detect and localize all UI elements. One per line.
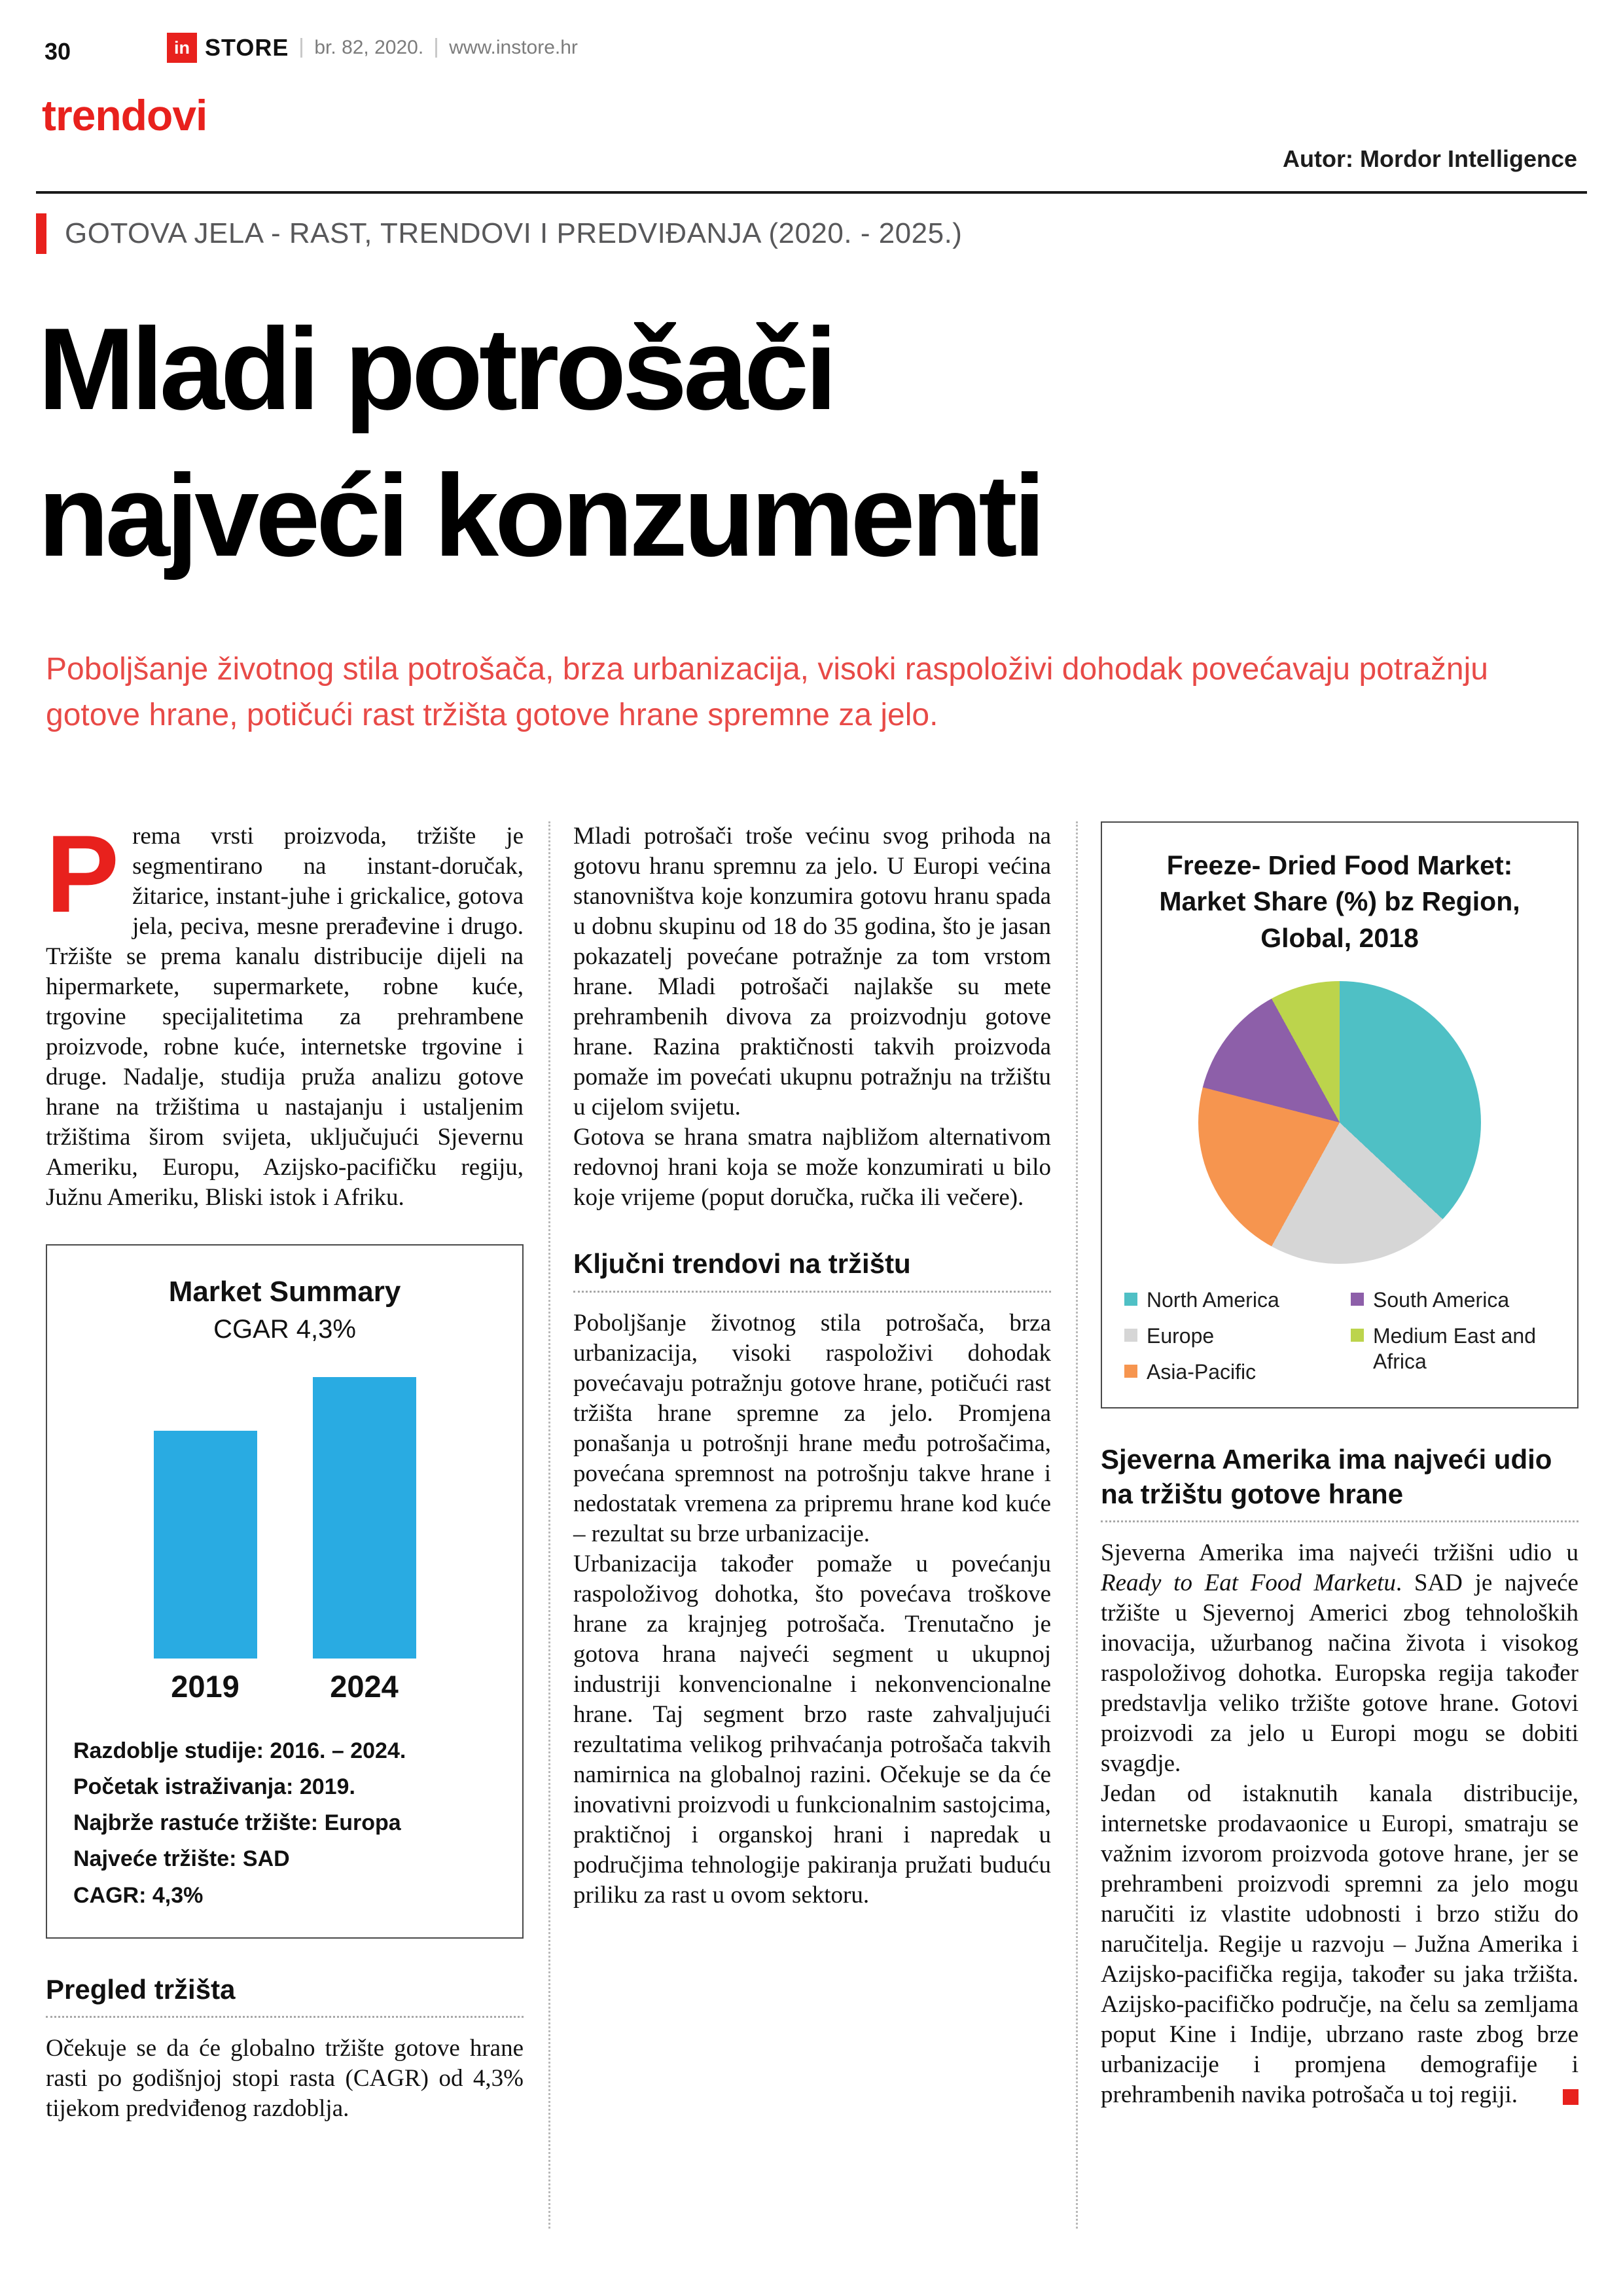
legend-swatch-south-america [1351,1293,1364,1306]
bar-2024 [313,1377,416,1659]
study-fact: Razdoblje studije: 2016. – 2024. [73,1738,406,1764]
paragraph-text: Sjeverna Amerika ima najveći tržišni udio u [1101,1539,1578,1567]
kicker-accent-bar [36,213,46,254]
issue-number: br. 82, 2020. [314,37,424,58]
legend-label: Medium East and Africa [1373,1324,1537,1374]
divider [300,38,302,58]
masthead [167,33,578,63]
study-fact: CAGR: 4,3% [73,1882,204,1908]
market-summary-box [46,1244,524,1939]
legend-label: Asia-Pacific [1147,1360,1257,1384]
paragraph-text: Jedan od istaknutih kanala distribucije, internetske prodavaonice u Europi, smatraju se važnim izvorom proizvoda gotove hrane, jer se prehrambeni proizvodi spremni za jelo mogu naručiti iz vlastite udobnosti i brzo stižu do naručitelja. Regije u razvoju – Južna Amerika i Azijsko-pacifička regija, također su jaka tržišta. Azijsko-pacifičko područje, na čelu sa zemljama poput Kine i Indije, ubrzano raste zbog brze urbanizacije i promjena demografije i prehrambenih navika potrošača u toj regiji. [1101,1780,1578,2109]
subhead-market-review: Pregled tržišta [46,1973,524,2018]
kicker-text: GOTOVA JELA - RAST, TRENDOVI I PREDVIĐANJA (2020. - 2025.) [65,217,963,249]
column-middle [573,821,1051,1910]
body-paragraph: Poboljšanje životnog stila potrošača, brza urbanizacija, visoki raspoloživi dohodak povećavaju potražnju gotove hrane, potičući rast tržišta hrane spremne za jelo. Promjena ponašanja u potrošnji hrane među potrošačima, povećana spremnost na potrošnju takve hrane i nedostatak vremena za pripremu hrane kod kuće – rezultat su brze urbanizacije. [573,1309,1051,1547]
website-url: www.instore.hr [449,37,578,58]
body-paragraph [46,812,524,1213]
study-facts [73,1733,496,1913]
article-lead: Poboljšanje životnog stila potrošača, brza urbanizacija, visoki raspoloživi dohodak povećavaju potražnju gotove hrane, potičući rast tržišta gotove hrane spremne za jelo. [46,652,1488,732]
legend-item-south-america [1351,1287,1555,1313]
pie-chart [1198,981,1481,1264]
headline-line-1: Mladi potrošači [38,304,834,434]
bar-chart-title: Market Summary [168,1276,401,1308]
legend-swatch-europe [1124,1329,1137,1342]
pie-chart-title: Freeze- Dried Food Market: Market Share (%) bz Region, Global, 2018 [1159,850,1520,953]
page-number: 30 [45,38,71,65]
column-separator [548,821,550,2229]
study-fact: Početak istraživanja: 2019. [73,1774,355,1800]
legend-label: Europe [1147,1324,1215,1348]
legend-swatch-north-america [1124,1293,1137,1306]
divider [435,38,437,58]
column-right [1101,821,1578,2110]
legend-label: South America [1373,1288,1510,1312]
end-mark [1563,2089,1578,2105]
section-title: trendovi [42,91,207,139]
legend-item-north-america [1124,1287,1329,1313]
subhead-key-trends: Ključni trendovi na tržištu [573,1247,1051,1293]
body-paragraph: Očekuje se da će globalno tržište gotove hrane rasti po godišnjoj stopi rasta (CAGR) od 4,3% tijekom predviđenog razdoblja. [46,2035,524,2123]
legend-item-medium-east-africa [1351,1323,1555,1374]
drop-cap: P [46,812,120,935]
body-paragraph [1101,1779,1578,2110]
italic-market-name: Ready to Eat Food Marketu [1101,1570,1396,1597]
header-rule [36,191,1587,194]
bar-chart-subtitle: CGAR 4,3% [213,1315,356,1344]
legend-swatch-asia-pacific [1124,1365,1137,1378]
pie-legend [1120,1287,1559,1385]
legend-item-europe [1124,1323,1329,1349]
bar-label-2019: 2019 [171,1669,240,1704]
legend-swatch-medium-east-africa [1351,1329,1364,1342]
paragraph-text: rema vrsti proizvoda, tržište je segmentirano na instant-doručak, žitarice, instant-juhe i grickalice, gotova jela, peciva, mesne prerađevine i drugo. Tržište se prema kanalu distribucije dijeli na hipermarkete, supermarkete, robne kuće, trgovine specijalitetima za prehrambene proizvode, robne kuće, internetske trgovine i druge. Nadalje, studija pruža analizu gotove hrane na tržištima u nastajanju i ustaljenim tržištima širom svijeta, uključujući Sjevernu Ameriku, Europu, Azijsko-pacifičku regiju, Južnu Ameriku, Bliski istok i Afriku. [46,823,524,1211]
body-paragraph [1101,1538,1578,1779]
legend-item-asia-pacific [1124,1359,1329,1385]
body-paragraph: Gotova se hrana smatra najbližom alternativom redovnoj hrani koja se može konzumirati u bilo koje vrijeme (poput doručka, ručka ili večere). [573,1124,1051,1211]
legend-column [1351,1287,1555,1385]
body-paragraph: Mladi potrošači troše većinu svog prihoda na gotovu hranu spremnu za jelo. U Europi većina stanovništva koje konzumira gotovu hranu spada u dobnu skupinu od 18 do 35 godina, što je jasan pokazatelj povećane potražnje za tom vrstom hrane. Mladi potrošači najlakše su mete prehrambenih divova za proizvodnju gotove hrane. Razina praktičnosti takvih proizvoda pomaže im povećati ukupnu potražnju na tržištu u cijelom svijetu. [573,823,1051,1121]
article-headline [38,296,1042,590]
column-left [46,812,524,2124]
author-credit: Autor: Mordor Intelligence [1283,145,1577,172]
study-fact: Najbrže rastuće tržište: Europa [73,1810,401,1836]
instore-logo-badge: in [167,33,197,63]
body-paragraph: Urbanizacija također pomaže u povećanju raspoloživog dohotka, što povećava troškove hrane za krajnjeg potrošača. Trenutačno je gotova hrana najveći segment u ukupnoj industriji konvencionalne i nekonvencionalne hrane. Taj segment brzo raste zahvaljujući rezultatima velikog prihvaćanja potrošača takvih namirnica na globalnoj razini. Očekuje se da će inovativni proizvodi u funkcionalnim sastojcima, praktičnoj i organskoj hrani i napredak u područjima tehnologije pakiranja pružati buduću priliku za rast u ovom sektoru. [573,1550,1051,1909]
study-fact: Najveće tržište: SAD [73,1846,290,1872]
paragraph-text: . SAD je najveće tržište u Sjevernoj Americi zbog tehnoloških inovacija, užurbanog načina života i visokog raspoloživog dohotka. Europska regija također predstavlja veliko tržište gotove hrane. Gotovi proizvodi za jelo u Europi mogu se dobiti svagdje. [1101,1570,1578,1778]
bar-chart [73,1377,496,1659]
column-separator [1076,821,1078,2229]
instore-logo-text: STORE [205,34,289,61]
pie-chart-box [1101,821,1578,1408]
legend-label: North America [1147,1288,1279,1312]
bar-2019 [154,1431,257,1659]
bar-chart-x-labels [73,1669,496,1704]
bar-label-2024: 2024 [330,1669,399,1704]
legend-column [1124,1287,1329,1385]
kicker-row [36,213,962,254]
headline-line-2: najveći konzumenti [38,450,1042,581]
subhead-north-america: Sjeverna Amerika ima najveći udio na tržištu gotove hrane [1101,1443,1578,1522]
